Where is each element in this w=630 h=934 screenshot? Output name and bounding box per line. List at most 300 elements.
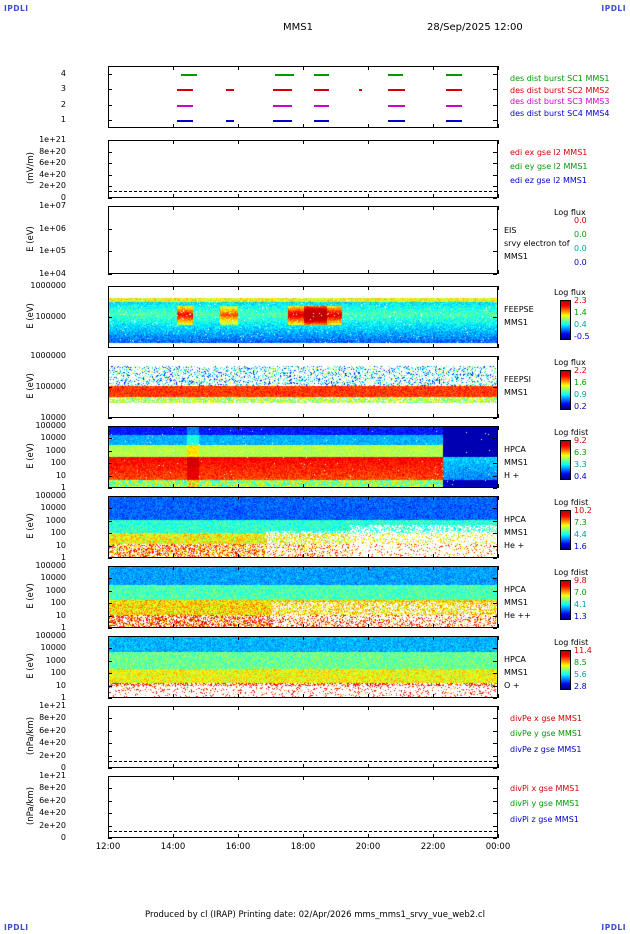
ytick-label: 100000	[35, 561, 66, 570]
ytick-mark	[108, 463, 112, 464]
xtick-mark	[498, 206, 499, 210]
ytick-label: 2e+20	[39, 750, 66, 760]
ytick-mark	[108, 451, 112, 452]
ytick-label: 2e+20	[39, 820, 66, 830]
datetime-title: 28/Sep/2025 12:00	[427, 22, 523, 33]
ytick-mark	[108, 698, 112, 699]
ytick-mark	[108, 438, 112, 439]
ytick-mark	[108, 74, 112, 75]
spectrogram-image	[109, 567, 497, 627]
xtick-mark	[368, 636, 369, 640]
ytick-mark	[493, 628, 497, 629]
ytick-label: 10	[55, 680, 66, 690]
colorbar-tick: 4.1	[574, 600, 587, 609]
colorbar-tick: 0.2	[574, 402, 587, 411]
xtick-mark	[498, 776, 499, 780]
panel-right-label: He ++	[504, 610, 531, 620]
ytick-mark	[108, 628, 112, 629]
xtick-mark	[368, 356, 369, 360]
legend-label: divPe y gse MMS1	[510, 729, 582, 739]
xtick-mark	[238, 286, 239, 290]
ytick-mark	[493, 251, 497, 252]
xtick-mark	[303, 554, 304, 558]
burst-segment	[314, 74, 330, 76]
xtick-mark	[498, 624, 499, 628]
ytick-label: 100000	[35, 382, 66, 391]
xtick-mark	[368, 270, 369, 274]
ytick-label: 4e+20	[39, 738, 66, 748]
ytick-mark	[493, 776, 497, 777]
xtick-mark	[238, 624, 239, 628]
legend-label: edi ex gse l2 MMS1	[510, 148, 588, 157]
xtick-mark	[173, 624, 174, 628]
legend-label: divPe x gse MMS1	[510, 714, 582, 723]
ytick-mark	[493, 743, 497, 744]
ytick-mark	[108, 418, 112, 419]
panel-hpca-h-plus-spectrogram	[108, 426, 498, 488]
xtick-mark	[368, 694, 369, 698]
xtick-mark	[238, 764, 239, 768]
spectrogram-image	[109, 497, 497, 557]
ytick-mark	[108, 813, 112, 814]
panel-right-label: FEEPSE	[504, 304, 534, 314]
xtick-mark	[238, 270, 239, 274]
ytick-mark	[493, 229, 497, 230]
xtick-mark	[238, 484, 239, 488]
xtick-mark	[498, 484, 499, 488]
xtick-mark	[303, 496, 304, 500]
colorbar-title: Log fdist	[554, 638, 589, 647]
xtick-mark	[173, 694, 174, 698]
xtick-mark	[303, 194, 304, 198]
xtick-label: 16:00	[225, 842, 251, 852]
xtick-mark	[368, 140, 369, 144]
xtick-mark	[368, 66, 369, 70]
xtick-mark	[498, 764, 499, 768]
panel-right-label: MMS1	[504, 667, 528, 677]
xtick-mark	[498, 694, 499, 698]
legend-label: des dist burst SC4 MMS4	[510, 108, 610, 118]
corner-label-bottom-left: IPDLI	[4, 923, 29, 932]
xtick-mark	[108, 66, 109, 70]
xtick-mark	[368, 414, 369, 418]
panel-right-label: MMS1	[504, 252, 528, 262]
ytick-label: 0	[60, 833, 66, 842]
ytick-mark	[108, 229, 112, 230]
ytick-label: 100	[50, 668, 66, 678]
colorbar	[560, 440, 571, 480]
yaxis-title: E (eV)	[26, 303, 36, 329]
xtick-mark	[108, 636, 109, 640]
xtick-mark	[173, 286, 174, 290]
xtick-mark	[368, 566, 369, 570]
ytick-mark	[108, 768, 112, 769]
panel-right-label: O +	[504, 680, 520, 690]
panel-hpca-he-plus-spectrogram	[108, 496, 498, 558]
xtick-mark	[303, 286, 304, 290]
ytick-label: 4e+20	[39, 169, 66, 179]
ytick-mark	[493, 731, 497, 732]
yaxis-title: E (eV)	[26, 583, 36, 609]
ytick-mark	[493, 488, 497, 489]
xtick-mark	[303, 694, 304, 698]
ytick-label: 10000	[40, 503, 66, 513]
panel-right-label: HPCA	[504, 584, 526, 594]
legend-label: divPe z gse MMS1	[510, 744, 582, 754]
colorbar	[560, 650, 571, 690]
xtick-mark	[368, 124, 369, 128]
ytick-label: 10000	[40, 573, 66, 583]
xtick-mark	[108, 566, 109, 570]
xtick-mark	[433, 484, 434, 488]
yaxis-title: (mV/m)	[26, 152, 36, 184]
xtick-mark	[498, 554, 499, 558]
ytick-mark	[493, 274, 497, 275]
ytick-mark	[108, 251, 112, 252]
ytick-label: 10	[55, 470, 66, 480]
ytick-mark	[493, 286, 497, 287]
xtick-mark	[173, 554, 174, 558]
ytick-label: 100000	[35, 421, 66, 430]
ytick-label: 10000	[40, 433, 66, 443]
yaxis-title: E (eV)	[26, 226, 36, 252]
ytick-mark	[108, 648, 112, 649]
xtick-mark	[108, 764, 109, 768]
xtick-mark	[238, 426, 239, 430]
burst-segment	[388, 105, 406, 107]
colorbar-tick: 0.0	[574, 244, 587, 253]
xtick-mark	[303, 706, 304, 710]
ytick-mark	[493, 463, 497, 464]
spacecraft-title: MMS1	[283, 22, 313, 33]
ytick-label: 1000000	[30, 281, 66, 290]
xtick-mark	[108, 270, 109, 274]
xtick-mark	[433, 286, 434, 290]
ytick-label: 4e+20	[39, 808, 66, 818]
burst-segment	[273, 105, 293, 107]
ytick-mark	[108, 743, 112, 744]
xtick-mark	[238, 834, 239, 838]
xtick-mark	[173, 764, 174, 768]
xtick-mark	[433, 206, 434, 210]
colorbar-tick: 0.4	[574, 320, 587, 329]
xtick-mark	[173, 834, 174, 838]
ytick-label: 6e+20	[39, 725, 66, 735]
ytick-mark	[493, 533, 497, 534]
xtick-mark	[108, 554, 109, 558]
ytick-label: 6e+20	[39, 158, 66, 168]
ytick-label: 1	[60, 483, 66, 492]
xtick-label: 12:00	[95, 842, 121, 852]
xtick-mark	[433, 566, 434, 570]
ytick-mark	[108, 521, 112, 522]
colorbar-tick: 0.0	[574, 216, 587, 225]
burst-segment	[226, 120, 234, 122]
ytick-label: 1e+21	[39, 701, 66, 710]
colorbar-tick: 0.0	[574, 230, 587, 239]
xtick-label: 22:00	[420, 842, 446, 852]
xtick-mark	[368, 834, 369, 838]
legend-label: edi ey gse l2 MMS1	[510, 162, 588, 171]
xtick-mark	[108, 706, 109, 710]
panel-right-label: FEEPSI	[504, 374, 531, 384]
xtick-mark	[368, 344, 369, 348]
xtick-mark	[108, 484, 109, 488]
ytick-label: 100	[50, 598, 66, 608]
corner-label-bottom-right: IPDLI	[601, 923, 626, 932]
ytick-label: 1	[60, 693, 66, 702]
xtick-mark	[368, 554, 369, 558]
colorbar-tick: 7.3	[574, 518, 587, 527]
ytick-mark	[108, 163, 112, 164]
ytick-label: 2	[60, 99, 66, 109]
xtick-mark	[498, 140, 499, 144]
xtick-mark	[173, 636, 174, 640]
ytick-label: 100000	[35, 631, 66, 640]
colorbar-tick: 7.0	[574, 588, 587, 597]
colorbar-tick: 1.4	[574, 308, 587, 317]
legend-label: des dist burst SC3 MMS3	[510, 97, 610, 106]
xtick-mark	[238, 636, 239, 640]
zero-line	[109, 761, 497, 762]
colorbar-title: Log flux	[554, 208, 586, 217]
xtick-mark	[173, 414, 174, 418]
xtick-mark	[238, 776, 239, 780]
ytick-mark	[108, 731, 112, 732]
burst-segment	[314, 105, 330, 107]
xtick-mark	[303, 206, 304, 210]
xtick-mark	[303, 566, 304, 570]
ytick-mark	[108, 120, 112, 121]
xtick-mark	[368, 706, 369, 710]
xtick-mark	[238, 66, 239, 70]
xtick-mark	[173, 566, 174, 570]
ytick-mark	[108, 198, 112, 199]
xtick-mark	[108, 140, 109, 144]
xtick-mark	[173, 356, 174, 360]
ytick-label: 100000	[35, 491, 66, 500]
xtick-mark	[303, 426, 304, 430]
xtick-mark	[433, 426, 434, 430]
xtick-mark	[108, 286, 109, 290]
ytick-label: 8e+20	[39, 146, 66, 156]
panel-right-label: H +	[504, 470, 520, 480]
ytick-mark	[493, 826, 497, 827]
colorbar-tick: 2.2	[574, 366, 587, 375]
burst-segment	[177, 89, 193, 91]
xtick-mark	[498, 834, 499, 838]
burst-segment	[388, 120, 406, 122]
ytick-mark	[108, 546, 112, 547]
xtick-mark	[433, 356, 434, 360]
xtick-mark	[238, 124, 239, 128]
xtick-mark	[368, 206, 369, 210]
ytick-mark	[493, 438, 497, 439]
burst-segment	[273, 89, 293, 91]
ytick-mark	[493, 476, 497, 477]
xtick-mark	[498, 194, 499, 198]
ytick-mark	[493, 788, 497, 789]
ytick-mark	[108, 152, 112, 153]
burst-segment	[314, 89, 330, 91]
xtick-mark	[108, 124, 109, 128]
ytick-mark	[493, 813, 497, 814]
ytick-label: 1e+21	[39, 771, 66, 780]
colorbar-title: Log fdist	[554, 428, 589, 437]
corner-label-top-right: IPDLI	[601, 4, 626, 13]
panel-des-dist-burst-segments	[108, 66, 498, 128]
ytick-mark	[108, 274, 112, 275]
xtick-mark	[303, 66, 304, 70]
xtick-mark	[498, 66, 499, 70]
xtick-mark	[238, 496, 239, 500]
ytick-label: 1000	[45, 655, 66, 665]
ytick-mark	[108, 186, 112, 187]
xtick-mark	[303, 484, 304, 488]
xtick-mark	[498, 356, 499, 360]
colorbar-tick: 0.4	[574, 472, 587, 481]
yaxis-title: E (eV)	[26, 513, 36, 539]
ytick-label: 1e+05	[39, 246, 66, 256]
ytick-mark	[108, 826, 112, 827]
ytick-mark	[493, 636, 497, 637]
spectrogram-image	[109, 357, 497, 417]
ytick-mark	[493, 603, 497, 604]
panel-edi-e-gse	[108, 140, 498, 198]
ytick-mark	[493, 120, 497, 121]
ytick-mark	[493, 451, 497, 452]
ytick-mark	[493, 673, 497, 674]
ytick-mark	[108, 317, 112, 318]
ytick-mark	[493, 89, 497, 90]
ytick-label: 100	[50, 458, 66, 468]
ytick-mark	[108, 175, 112, 176]
xtick-mark	[498, 286, 499, 290]
ytick-label: 1000	[45, 585, 66, 595]
ytick-label: 10000	[40, 413, 66, 422]
burst-segment	[226, 89, 234, 91]
burst-segment	[275, 74, 295, 76]
ytick-mark	[108, 591, 112, 592]
ytick-mark	[493, 317, 497, 318]
burst-segment	[388, 74, 404, 76]
ytick-mark	[108, 105, 112, 106]
xtick-mark	[498, 496, 499, 500]
ytick-mark	[493, 558, 497, 559]
panel-right-label: HPCA	[504, 444, 526, 454]
ytick-mark	[493, 706, 497, 707]
ytick-mark	[493, 686, 497, 687]
ytick-mark	[493, 426, 497, 427]
xtick-mark	[173, 140, 174, 144]
ytick-label: 0	[60, 193, 66, 202]
ytick-mark	[108, 686, 112, 687]
xtick-mark	[498, 706, 499, 710]
colorbar-tick: 11.4	[574, 646, 592, 655]
ytick-mark	[108, 616, 112, 617]
xtick-mark	[173, 124, 174, 128]
ytick-mark	[493, 418, 497, 419]
burst-segment	[446, 89, 462, 91]
panel-feepsi-spectrogram	[108, 356, 498, 418]
xtick-mark	[433, 140, 434, 144]
panel-hpca-he-plusplus-spectrogram	[108, 566, 498, 628]
yaxis-title: (nPa/km)	[26, 786, 36, 826]
ytick-label: 1000000	[30, 351, 66, 360]
colorbar-tick: 6.3	[574, 448, 587, 457]
ytick-mark	[493, 838, 497, 839]
ytick-mark	[108, 558, 112, 559]
panel-right-label: He +	[504, 540, 525, 550]
ytick-label: 1e+04	[39, 269, 66, 278]
xtick-mark	[238, 694, 239, 698]
xtick-mark	[498, 566, 499, 570]
colorbar	[560, 370, 571, 410]
ytick-mark	[493, 566, 497, 567]
ytick-mark	[493, 186, 497, 187]
xtick-mark	[173, 776, 174, 780]
plot-header	[0, 22, 630, 36]
ytick-label: 100000	[35, 312, 66, 321]
ytick-label: 8e+20	[39, 783, 66, 793]
ytick-mark	[108, 756, 112, 757]
ytick-label: 100	[50, 528, 66, 538]
xtick-mark	[368, 764, 369, 768]
ytick-mark	[493, 140, 497, 141]
xtick-mark	[238, 344, 239, 348]
xtick-mark	[303, 124, 304, 128]
ytick-mark	[108, 476, 112, 477]
ytick-label: 1000	[45, 515, 66, 525]
xtick-mark	[498, 270, 499, 274]
colorbar-title: Log fdist	[554, 498, 589, 507]
xtick-mark	[433, 344, 434, 348]
colorbar-tick: 10.2	[574, 506, 592, 515]
xtick-label: 00:00	[485, 842, 511, 852]
xtick-mark	[498, 636, 499, 640]
ytick-mark	[493, 152, 497, 153]
ytick-mark	[493, 768, 497, 769]
zero-line	[109, 831, 497, 832]
ytick-mark	[493, 756, 497, 757]
xtick-mark	[173, 270, 174, 274]
colorbar	[560, 300, 571, 340]
yaxis-title: E (eV)	[26, 443, 36, 469]
ytick-mark	[108, 673, 112, 674]
ytick-label: 10	[55, 610, 66, 620]
burst-segment	[359, 89, 363, 91]
panel-right-label: MMS1	[504, 457, 528, 467]
xtick-mark	[433, 694, 434, 698]
xtick-mark	[303, 636, 304, 640]
ytick-label: 4	[60, 68, 66, 78]
ytick-label: 1e+21	[39, 135, 66, 144]
ytick-mark	[108, 578, 112, 579]
xtick-mark	[303, 414, 304, 418]
panel-right-label: MMS1	[504, 597, 528, 607]
panel-right-label: HPCA	[504, 654, 526, 664]
ytick-mark	[493, 718, 497, 719]
panel-divpi-gse	[108, 776, 498, 838]
xtick-mark	[498, 124, 499, 128]
xtick-mark	[433, 270, 434, 274]
xtick-mark	[108, 206, 109, 210]
panel-right-label: MMS1	[504, 387, 528, 397]
burst-segment	[181, 74, 197, 76]
xtick-mark	[303, 270, 304, 274]
xtick-mark	[108, 356, 109, 360]
spectrogram-image	[109, 287, 497, 347]
